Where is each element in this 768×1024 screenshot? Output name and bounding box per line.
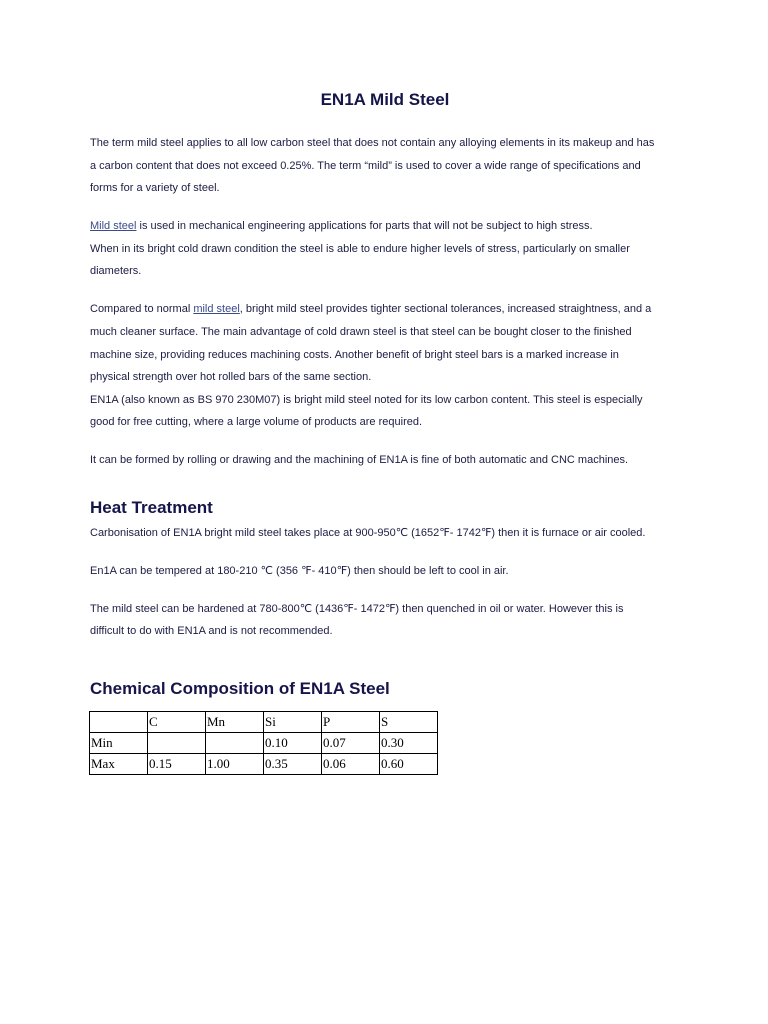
forming-paragraph [90, 449, 680, 472]
compare-paragraph [90, 298, 680, 434]
text-run: , bright mild steel provides tighter sectional tolerances, increased straightness, and a [239, 303, 652, 316]
hardening-paragraph [90, 598, 680, 643]
table-cell [206, 733, 264, 754]
text-line: a carbon content that does not exceed 0.25%. The term “mild” is used to cover a wide range of specifications and [90, 159, 641, 172]
document-page [90, 88, 680, 775]
text-line: forms for a variety of steel. [90, 182, 220, 195]
table-cell: 0.15 [148, 754, 206, 775]
text-run: is used in mechanical engineering applications for parts that will not be subject to high stress. [136, 220, 593, 233]
table-cell [148, 733, 206, 754]
table-cell: 0.06 [322, 754, 380, 775]
text-line [90, 215, 680, 238]
text-line: Carbonisation of EN1A bright mild steel takes place at 900-950℃ (1652℉- 1742℉) then it is furnace or air cooled. [90, 526, 646, 539]
table-cell: 1.00 [206, 754, 264, 775]
text-line: machine size, providing reduces machining costs. Another benefit of bright steel bars is a marked increase in [90, 348, 619, 361]
text-line: much cleaner surface. The main advantage of cold drawn steel is that steel can be bought closer to the finished [90, 325, 632, 338]
text-line: It can be formed by rolling or drawing and the machining of EN1A is fine of both automatic and CNC machines. [90, 454, 629, 467]
text-line: physical strength over hot rolled bars of the same section. [90, 371, 372, 384]
text-line: EN1A (also known as BS 970 230M07) is bright mild steel noted for its low carbon content. This steel is especially [90, 393, 643, 406]
text-run: Compared to normal [90, 303, 194, 316]
text-line: When in its bright cold drawn condition the steel is able to endure higher levels of stress, particularly on smaller [90, 242, 630, 255]
text-line: diameters. [90, 265, 142, 278]
intro-paragraph [90, 132, 680, 200]
text-line: The term mild steel applies to all low carbon steel that does not contain any alloying elements in its makeup and has [90, 137, 655, 149]
table-header-cell: Si [264, 712, 322, 733]
table-header-cell: S [380, 712, 438, 733]
page-title: EN1A Mild Steel [320, 90, 450, 109]
table-cell: 0.35 [264, 754, 322, 775]
text-line: The mild steel can be hardened at 780-800℃ (1436℉- 1472℉) then quenched in oil or water. However this is [90, 602, 624, 615]
tempering-paragraph [90, 560, 680, 583]
table-header-row [90, 712, 438, 733]
table-cell: Max [90, 754, 148, 775]
chemical-composition-heading: Chemical Composition of EN1A Steel [90, 679, 390, 699]
table-header-cell: C [148, 712, 206, 733]
table-cell: 0.07 [322, 733, 380, 754]
mild-steel-link[interactable]: Mild steel [90, 220, 137, 233]
mild-steel-link[interactable]: mild steel [193, 303, 240, 316]
table-header-cell [90, 712, 148, 733]
table-row [90, 754, 438, 775]
table-cell: Min [90, 733, 148, 754]
table-header-cell: P [322, 712, 380, 733]
composition-table [89, 711, 438, 775]
carbonisation-paragraph [90, 522, 680, 545]
table-cell: 0.60 [380, 754, 438, 775]
text-line [90, 298, 680, 321]
text-line: En1A can be tempered at 180-210 ℃ (356 ℉- 410℉) then should be left to cool in air. [90, 564, 509, 577]
text-line: good for free cutting, where a large volume of products are required. [90, 416, 423, 429]
table-row [90, 733, 438, 754]
heat-treatment-heading: Heat Treatment [90, 497, 213, 517]
table-cell: 0.10 [264, 733, 322, 754]
usage-paragraph [90, 215, 680, 283]
table-header-cell: Mn [206, 712, 264, 733]
table-cell: 0.30 [380, 733, 438, 754]
text-line: difficult to do with EN1A and is not recommended. [90, 625, 333, 638]
